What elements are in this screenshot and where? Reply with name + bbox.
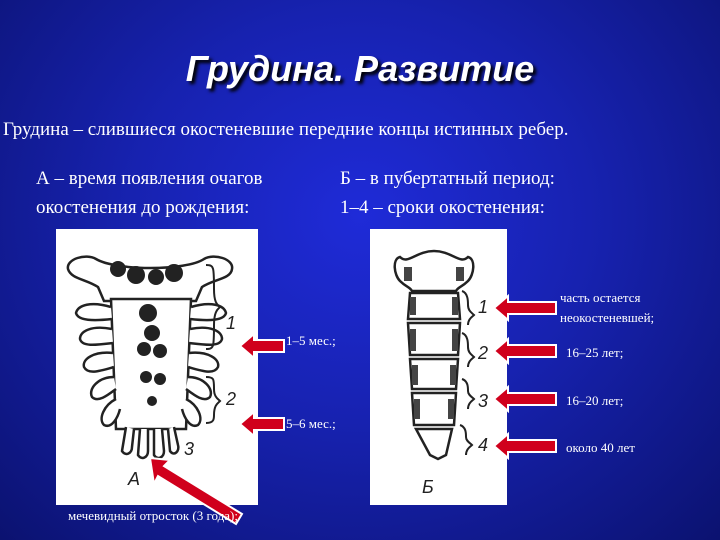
arrow-a1-icon [240,334,284,358]
label-a1: 1–5 мес.; [286,333,336,348]
arrow-b3-icon [494,387,556,411]
figure-b-num-1: 1 [478,297,489,317]
figure-a-num-2: 2 [226,389,237,409]
label-b1-line2: неокостеневшей; [560,310,655,325]
column-a-line2: окостенения до рождения: [36,197,250,218]
column-b-line1: Б – в пубертатный период: [340,168,555,189]
figure-a-num-1: 1 [226,313,237,333]
arrow-b2-icon [494,339,556,363]
label-b4: около 40 лет [566,440,635,455]
arrow-b1-icon [494,296,556,320]
label-b2: 16–25 лет; [566,345,624,360]
label-b1-line1: часть остается [560,290,641,305]
slide-title: Грудина. Развитие [185,48,535,89]
figure-b-num-2: 2 [478,343,489,363]
arrow-b4-icon [494,434,556,458]
figure-b-num-4: 4 [478,435,489,455]
label-xiphoid: мечевидный отросток (3 года); [68,508,238,523]
label-b3: 16–20 лет; [566,393,624,408]
column-a-line1: А – время появления очагов [36,168,263,189]
column-b-line2: 1–4 – сроки окостенения: [340,197,545,218]
label-a2: 5–6 мес.; [286,416,336,431]
figure-b-num-3: 3 [478,391,489,411]
figure-a-num-3: 3 [184,439,195,459]
arrow-a2-icon [240,412,284,436]
figure-a-letter: А [128,469,141,489]
figure-b-letter: Б [422,477,434,497]
slide-subtitle: Грудина – слившиеся окостеневшие передние концы истинных ребер. [3,119,569,140]
